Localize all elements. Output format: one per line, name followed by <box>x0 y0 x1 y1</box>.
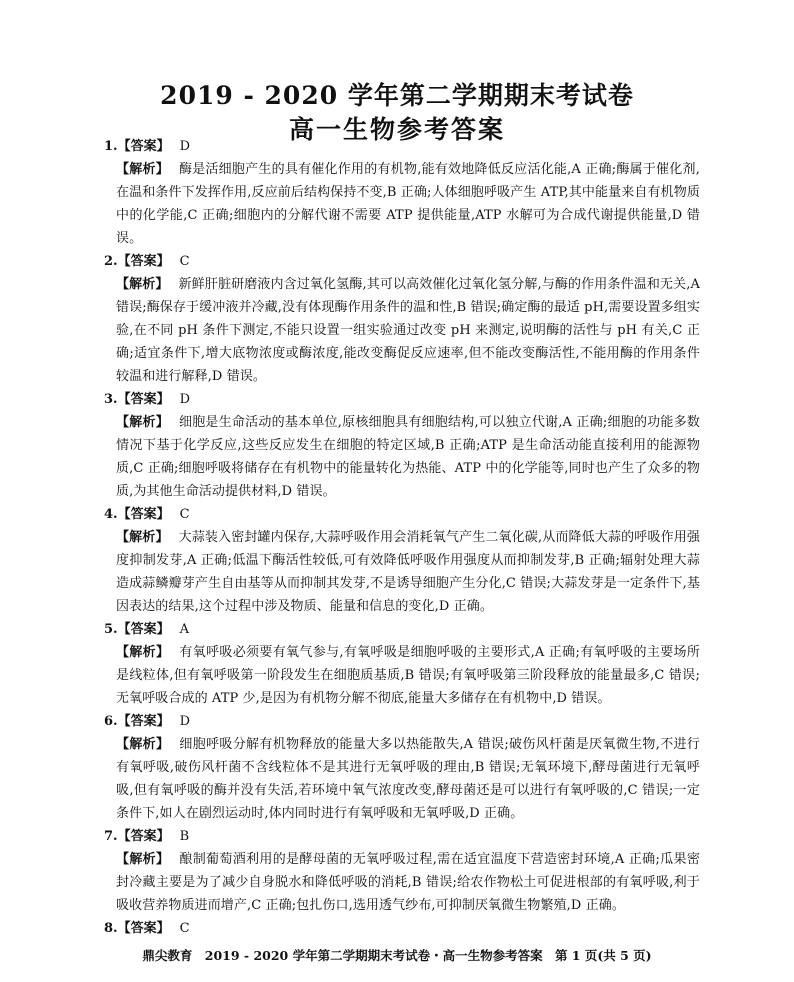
answer-value: D <box>179 139 191 154</box>
answer-value: A <box>179 622 189 637</box>
answer-line <box>104 135 700 158</box>
answer-item <box>104 135 700 250</box>
question-number: 4. <box>104 507 118 522</box>
question-number: 7. <box>104 829 118 844</box>
explanation-text: 酿制葡萄酒利用的是酵母菌的无氧呼吸过程,需在适宜温度下营造密封环境,A 正确;瓜果密封冷藏主要是为了减少自身脱水和降低呼吸的消耗,B 错误;给农作物松土可促进根部的有氧呼吸,利于吸收营养物质进而增产,C 正确;包扎伤口,选用透气纱布,可抑制厌氧微生物繁殖,D 正确。 <box>116 852 700 913</box>
explanation-paragraph <box>116 273 700 388</box>
explanation-text: 酶是活细胞产生的具有催化作用的有机物,能有效地降低反应活化能,A 正确;酶属于催化剂,在温和条件下发挥作用,反应前后结构保持不变,B 正确;人体细胞呼吸产生 ATP,其中能量来自有机物质中的化学能,C 正确;细胞内的分解代谢不需要 ATP 提供能量,ATP 水解可为合成代谢提供能量,D 错误。 <box>116 162 700 246</box>
answer-item <box>104 710 700 825</box>
analysis-tag: 【解析】 <box>116 852 170 867</box>
question-number: 2. <box>104 254 118 269</box>
explanation-text: 细胞呼吸分解有机物释放的能量大多以热能散失,A 错误;破伤风杆菌是厌氧微生物,不进行有氧呼吸,破伤风杆菌不含线粒体不是其进行无氧呼吸的理由,B 错误;无氧环境下,酵母菌进行无氧呼吸,但有氧呼吸的酶并没有失活,若环境中氧气浓度改变,酵母菌还是可以进行有氧呼吸的,C 错误;一定条件下,如人在剧烈运动时,体内同时进行有氧呼吸和无氧呼吸,D 正确。 <box>116 737 700 821</box>
page-footer <box>0 946 794 964</box>
explanation-paragraph <box>116 641 700 710</box>
answer-item <box>104 250 700 388</box>
answer-tag: 【答案】 <box>117 392 170 407</box>
footer-page-number: 第 1 页(共 5 页) <box>554 948 652 963</box>
explanation-paragraph <box>116 526 700 618</box>
explanation-paragraph <box>116 848 700 917</box>
answer-tag: 【答案】 <box>117 829 170 844</box>
question-number: 5. <box>104 622 118 637</box>
question-number: 1. <box>104 139 118 154</box>
answer-tag: 【答案】 <box>117 714 170 729</box>
explanation-paragraph <box>116 411 700 503</box>
answer-line <box>104 825 700 848</box>
answer-tag: 【答案】 <box>117 921 170 936</box>
explanation-paragraph <box>116 158 700 250</box>
analysis-tag: 【解析】 <box>116 737 170 752</box>
document-title: 2019 - 2020 学年第二学期期末考试卷 <box>160 81 634 110</box>
answer-tag: 【答案】 <box>117 254 170 269</box>
answer-line <box>104 388 700 411</box>
answer-line <box>104 250 700 273</box>
question-number: 3. <box>104 392 118 407</box>
answer-list <box>104 135 700 940</box>
answer-value: C <box>179 507 190 522</box>
explanation-text: 新鲜肝脏研磨液内含过氧化氢酶,其可以高效催化过氧化氢分解,与酶的作用条件温和无关,A 错误;酶保存于缓冲液并冷藏,没有体现酶作用条件的温和性,B 错误;确定酶的最适 pH,需要设置多组实验,在不同 pH 条件下测定,不能只设置一组实验通过改变 pH 来测定,说明酶的活性与 pH 有关,C 正确;适宜条件下,增大底物浓度或酶浓度,能改变酶促反应速率,但不能改变酶活性,不能用酶的作用条件较温和进行解释,D 错误。 <box>116 277 700 384</box>
answer-line <box>104 710 700 733</box>
answer-value: B <box>179 829 190 844</box>
analysis-tag: 【解析】 <box>116 645 170 660</box>
footer-brand: 鼎尖教育 <box>142 948 193 963</box>
answer-item <box>104 388 700 503</box>
question-number: 8. <box>104 921 118 936</box>
document-subtitle: 高一生物参考答案 <box>288 115 505 144</box>
answer-line <box>104 917 700 940</box>
footer-title: 2019 - 2020 学年第二学期期末考试卷・高一生物参考答案 <box>204 948 543 963</box>
explanation-text: 细胞是生命活动的基本单位,原核细胞具有细胞结构,可以独立代谢,A 正确;细胞的功能多数情况下基于化学反应,这些反应发生在细胞的特定区域,B 正确;ATP 是生命活动能直接利用的能源物质,C 正确;细胞呼吸将储存在有机物中的能量转化为热能、ATP 中的化学能等,同时也产生了众多的物质,为其他生命活动提供材料,D 错误。 <box>116 415 700 499</box>
answer-tag: 【答案】 <box>117 622 170 637</box>
answer-line <box>104 618 700 641</box>
answer-item <box>104 917 700 940</box>
answer-tag: 【答案】 <box>117 139 170 154</box>
answer-tag: 【答案】 <box>117 507 170 522</box>
answer-value: C <box>179 254 190 269</box>
analysis-tag: 【解析】 <box>116 530 169 545</box>
explanation-paragraph <box>116 733 700 825</box>
explanation-text: 有氧呼吸必须要有氧气参与,有氧呼吸是细胞呼吸的主要形式,A 正确;有氧呼吸的主要场所是线粒体,但有氧呼吸第一阶段发生在细胞质基质,B 错误;有氧呼吸第三阶段释放的能量最多,C 错误;无氧呼吸合成的 ATP 少,是因为有机物分解不彻底,能量大多储存在有机物中,D 错误。 <box>116 645 700 706</box>
analysis-tag: 【解析】 <box>116 162 169 177</box>
answer-value: D <box>179 392 191 407</box>
answer-line <box>104 503 700 526</box>
answer-value: C <box>179 921 190 936</box>
answer-value: D <box>179 714 191 729</box>
answer-item <box>104 825 700 917</box>
answer-item <box>104 503 700 618</box>
question-number: 6. <box>104 714 118 729</box>
answer-item <box>104 618 700 710</box>
explanation-text: 大蒜装入密封罐内保存,大蒜呼吸作用会消耗氧气产生二氧化碳,从而降低大蒜的呼吸作用强度抑制发芽,A 正确;低温下酶活性较低,可有效降低呼吸作用强度从而抑制发芽,B 正确;辐射处理大蒜造成蒜鳞瓣芽产生自由基等从而抑制其发芽,不是诱导细胞产生分化,C 错误;大蒜发芽是一定条件下,基因表达的结果,这个过程中涉及物质、能量和信息的变化,D 正确。 <box>116 530 700 614</box>
analysis-tag: 【解析】 <box>116 415 169 430</box>
analysis-tag: 【解析】 <box>116 277 169 292</box>
